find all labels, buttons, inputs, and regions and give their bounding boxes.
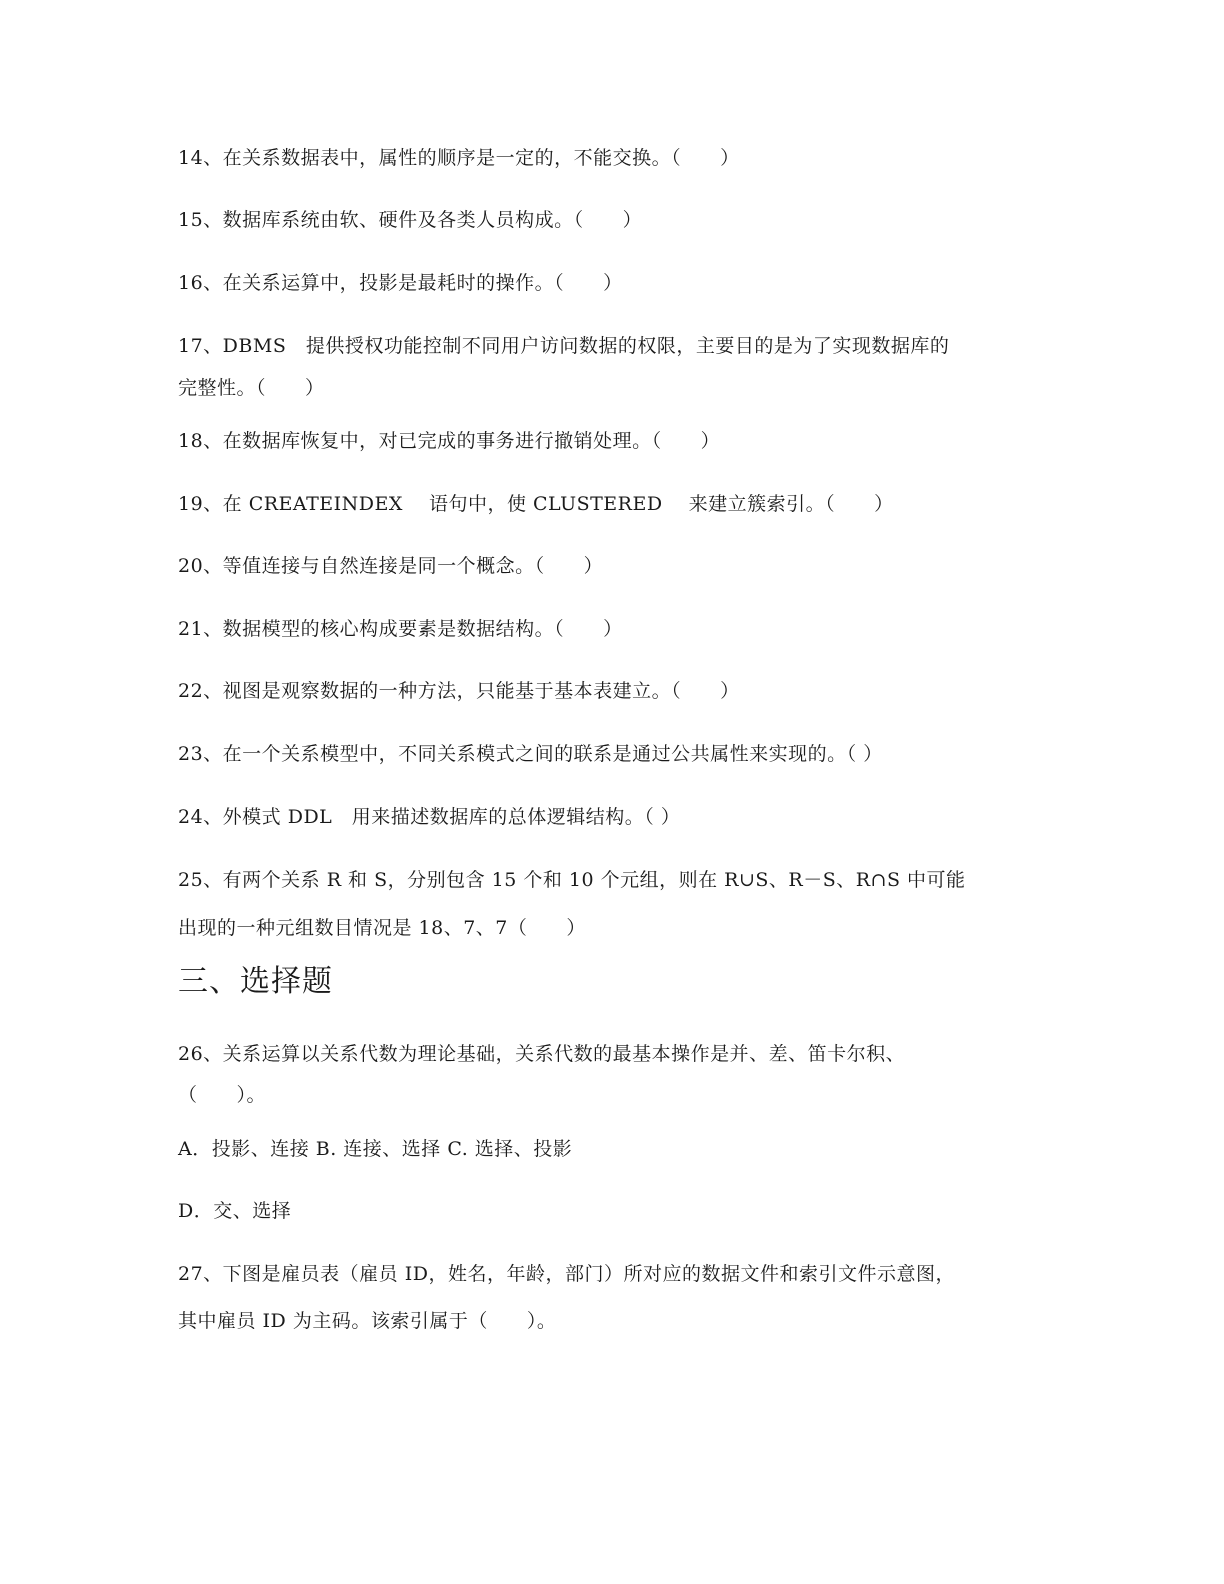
question-24: 24、外模式 DDL 用来描述数据库的总体逻辑结构。（ ） (178, 806, 681, 828)
question-20: 20、等值连接与自然连接是同一个概念。（ ） (178, 555, 604, 577)
question-15: 15、数据库系统由软、硬件及各类人员构成。（ ） (178, 209, 643, 231)
question-27-line-1: 27、下图是雇员表（雇员 ID，姓名，年龄，部门）所对应的数据文件和索引文件示意图， (178, 1263, 955, 1285)
question-16: 16、在关系运算中，投影是最耗时的操作。（ ） (178, 272, 623, 294)
question-14: 14、在关系数据表中，属性的顺序是一定的，不能交换。（ ） (178, 147, 740, 169)
question-23: 23、在一个关系模型中，不同关系模式之间的联系是通过公共属性来实现的。（ ） (178, 743, 883, 765)
question-17-line-1: 17、DBMS 提供授权功能控制不同用户访问数据的权限，主要目的是为了实现数据库的 (178, 335, 950, 357)
question-25-line-2: 出现的一种元组数目情况是 18、7、7（ ） (178, 917, 586, 939)
question-27-line-2: 其中雇员 ID 为主码。该索引属于（ ）。 (178, 1310, 557, 1332)
question-26-options-abc: A．投影、连接 B. 连接、选择 C. 选择、投影 (178, 1138, 573, 1160)
question-18: 18、在数据库恢复中，对已完成的事务进行撤销处理。（ ） (178, 430, 721, 452)
question-17-line-2: 完整性。（ ） (178, 377, 325, 399)
question-26-line-1: 26、关系运算以关系代数为理论基础，关系代数的最基本操作是并、差、笛卡尔积、 (178, 1043, 906, 1065)
question-26-option-d: D．交、选择 (178, 1200, 292, 1222)
section-heading: 三、选择题 (178, 964, 333, 999)
question-21: 21、数据模型的核心构成要素是数据结构。（ ） (178, 618, 623, 640)
question-22: 22、视图是观察数据的一种方法，只能基于基本表建立。（ ） (178, 680, 740, 702)
question-25-line-1: 25、有两个关系 R 和 S，分别包含 15 个和 10 个元组，则在 R∪S、R－S、R∩S 中可能 (178, 869, 966, 891)
question-26-line-2: （ ）。 (178, 1084, 267, 1106)
question-19: 19、在 CREATEINDEX 语句中，使 CLUSTERED 来建立簇索引。（ ） (178, 493, 894, 515)
